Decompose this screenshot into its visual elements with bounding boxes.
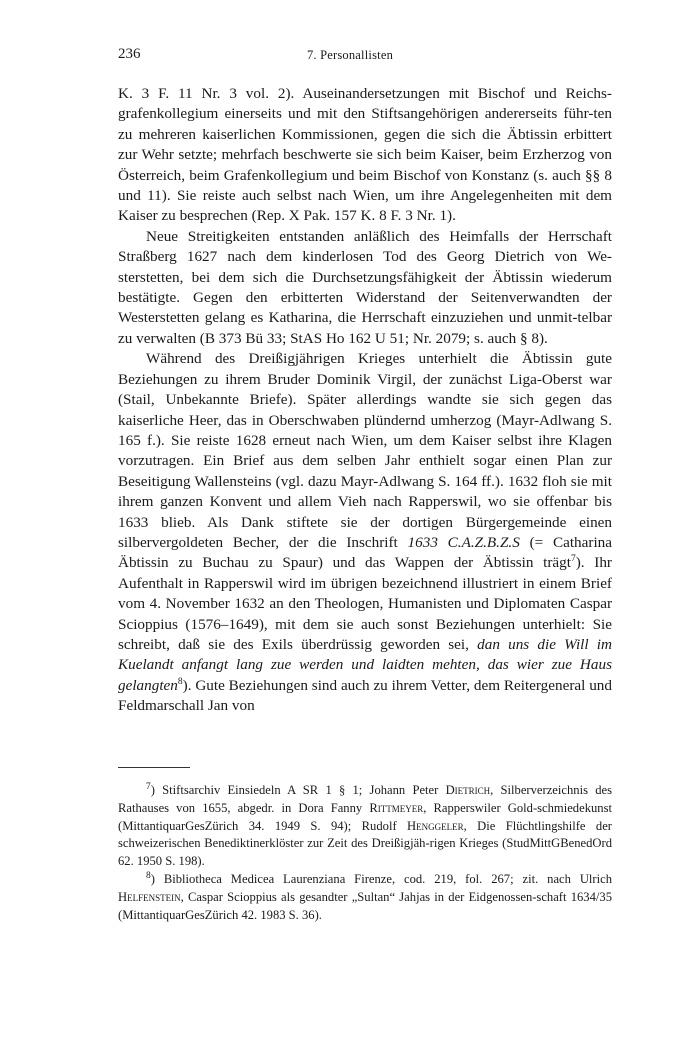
footnote-7-text-a: ) Stiftsarchiv Einsiedeln A SR 1 § 1; Johann Peter: [150, 783, 446, 797]
quoted-letter-text: dan uns die Will im Kuelandt anfangt lang zue werden und laidten mehten, das wier zue Haus gelangten: [118, 635, 612, 694]
footnote-8-text-a: ) Bibliotheca Medicea Laurenziana Firenze, cod. 219, fol. 267; zit. nach Ulrich: [150, 871, 612, 886]
body-text: [118, 84, 612, 717]
footnote-ref-8[interactable]: 8: [177, 676, 183, 687]
footnote-8-text-b: , Caspar Scioppius als gesandter „Sultan“ Jahjas in der Eidgenossen-schaft 1634/35 (MittantiquarGesZürich 42. 1983 S. 36).: [118, 889, 612, 922]
author-name: Dietrich: [445, 783, 491, 797]
paragraph-3-text-b: (= Catharina Äbtissin zu Buchau zu Spaur) und das Wappen der Äbtissin trägt: [118, 533, 612, 572]
footnote-7-text-c: , Rapperswiler Gold-schmiedekunst (MittantiquarGesZürich 34. 1949 S. 94); Rudolf: [118, 800, 612, 833]
footnote-7-text-d: , Die Flüchtlingshilfe der schweizerischen Benediktinerklöster zur Zeit des Dreißigjäh-rigen Krieges (StudMittGBenedOrd 62. 1950 S. 198).: [118, 818, 612, 869]
paragraph-3-text-d: ). Gute Beziehungen sind auch zu ihrem Vetter, dem Reitergeneral und Feldmarschall Jan von: [118, 676, 612, 715]
inscription-text: 1633 C.A.Z.B.Z.S: [407, 533, 520, 551]
author-name: Rittmeyer: [369, 800, 424, 815]
footnotes: [118, 782, 612, 924]
footnote-ref-7[interactable]: 7: [570, 554, 576, 565]
page-number: 236: [118, 46, 141, 62]
footnote-7-mark: 7: [146, 781, 151, 792]
footnote-separator: [118, 767, 190, 768]
paragraph-3: [118, 349, 612, 716]
footnote-7: [118, 782, 612, 871]
footnote-7-text-b: , Silberverzeichnis des Rathauses von 1655, abgedr. in Dora Fanny: [118, 783, 612, 815]
author-name: Henggeler: [407, 818, 464, 833]
paragraph-1: K. 3 F. 11 Nr. 3 vol. 2). Auseinandersetzungen mit Bischof und Reichs-grafenkollegium einerseits und mit den Stiftsangehörigen andererseits führ-ten zu mehreren kaiserlichen Kommissionen, gegen die sich die Äbtissin erbittert zur Wehr setzte; mehrfach beschwerte sie sich beim Kaiser, beim Erzherzog von Österreich, beim Grafenkollegium und beim Bischof von Konstanz (s. auch §§ 8 und 11). Sie reiste auch selbst nach Wien, um ihre Angelegenheiten mit dem Kaiser zu besprechen (Rep. X Pak. 157 K. 8 F. 3 Nr. 1).: [118, 85, 612, 225]
paragraph-3-text-c: ). Ihr Aufenthalt in Rapperswil wird im übrigen bezeichnend illustriert in einem Brief vom 4. November 1632 an den Theologen, Humanisten und Diplomaten Caspar Scioppius (1576–1649), mit dem sie auch sonst Beziehungen unterhielt: Sie schreibt, daß sie des Exils überdrüssig geworden sei,: [118, 554, 612, 653]
running-head: 7. Personallisten: [306, 48, 394, 62]
paragraph-3-text-a: Während des Dreißigjährigen Krieges unterhielt die Äbtissin gute Beziehungen zu ihrem Bruder Dominik Virgil, der zunächst Liga-Oberst war (Stail, Unbekannte Briefe). Später allerdings wandte sie sich gegen das kaiserliche Heer, das in Oberschwaben plündernd umherzog (Mayr-Adlwang S. 165 f.). Sie reiste 1628 erneut nach Wien, um dem Kaiser selbst ihre Klagen vorzutragen. Ein Brief aus dem selben Jahr enthielt sogar einen Plan zur Beseitigung Wallensteins (vgl. dazu Mayr-Adlwang S. 164 ff.). 1632 floh sie mit ihrem ganzen Konvent und allem Vieh nach Rapperswil, wo sie offenbar bis 1633 blieb. Als Dank stiftete sie der dortigen Bürgergemeinde einen silbervergoldeten Becher, der die Inschrift: [118, 350, 612, 551]
footnote-8: [118, 871, 612, 924]
author-name: Helfenstein: [118, 889, 181, 904]
paragraph-2: Neue Streitigkeiten entstanden anläßlich des Heimfalls der Herrschaft Straßberg 1627 nach dem kinderlosen Tod des Georg Dietrich von We-sterstetten, bei dem sich die Durchsetzungsfähigkeit der Äbtissin wiederum bestätigte. Gegen den erbitterten Widerstand der Seitenverwandten der Westerstetten gelang es Katharina, die Herrschaft einzuziehen und unmit-telbar zu verwalten (B 373 Bü 33; StAS Ho 162 U 51; Nr. 2079; s. auch § 8).: [118, 227, 612, 347]
footnote-8-mark: 8: [146, 870, 151, 881]
